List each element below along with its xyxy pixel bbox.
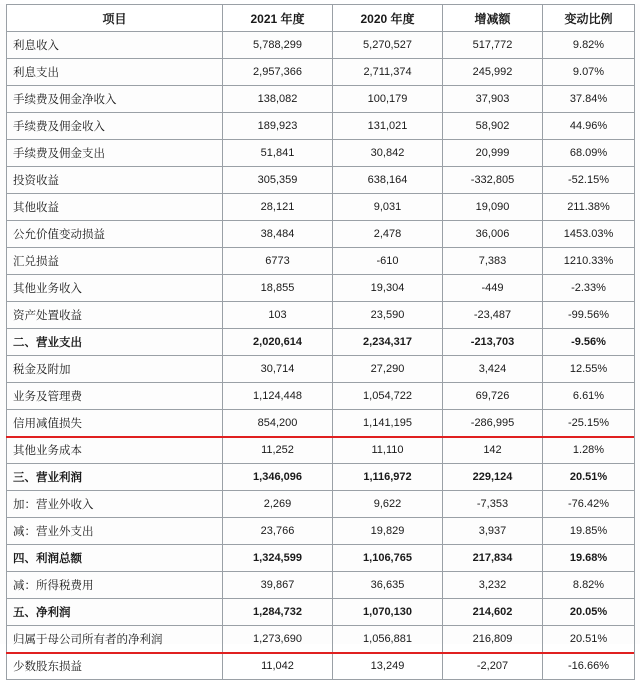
row-cell-y2021: 38,484 (223, 221, 333, 248)
row-cell-ratio: 1.28% (543, 437, 635, 464)
row-cell-y2021: 51,841 (223, 140, 333, 167)
row-cell-y2021: 11,252 (223, 437, 333, 464)
row-cell-ratio: 19.68% (543, 545, 635, 572)
row-label: 税金及附加 (7, 356, 223, 383)
row-cell-ratio: -25.15% (543, 410, 635, 437)
row-cell-y2021: 30,714 (223, 356, 333, 383)
row-label: 二、营业支出 (7, 329, 223, 356)
row-cell-ratio: 8.82% (543, 572, 635, 599)
column-header-change-ratio: 变动比例 (543, 5, 635, 32)
row-cell-y2020: 11,110 (333, 437, 443, 464)
row-cell-y2020: 9,031 (333, 194, 443, 221)
row-cell-delta: -2,207 (443, 653, 543, 680)
row-cell-ratio: 1210.33% (543, 248, 635, 275)
table-row (7, 356, 635, 383)
column-header-year-2021: 2021 年度 (223, 5, 333, 32)
row-cell-delta: 37,903 (443, 86, 543, 113)
row-cell-ratio: -16.66% (543, 653, 635, 680)
row-label: 其他收益 (7, 194, 223, 221)
row-cell-delta: 20,999 (443, 140, 543, 167)
row-label: 公允价值变动损益 (7, 221, 223, 248)
income-statement-table (6, 4, 635, 680)
row-cell-y2021: 2,020,614 (223, 329, 333, 356)
table-row (7, 545, 635, 572)
row-cell-y2020: 5,270,527 (333, 32, 443, 59)
row-cell-delta: -23,487 (443, 302, 543, 329)
table-row (7, 437, 635, 464)
row-label: 利息收入 (7, 32, 223, 59)
row-cell-y2021: 2,269 (223, 491, 333, 518)
row-cell-y2020: 27,290 (333, 356, 443, 383)
table-row (7, 491, 635, 518)
table-row (7, 410, 635, 437)
financial-statement-page (0, 4, 640, 673)
table-header-row (7, 5, 635, 32)
table-row (7, 32, 635, 59)
row-cell-y2020: 13,249 (333, 653, 443, 680)
row-label: 信用减值损失 (7, 410, 223, 437)
row-label: 手续费及佣金收入 (7, 113, 223, 140)
table-row (7, 383, 635, 410)
row-cell-ratio: 6.61% (543, 383, 635, 410)
row-label: 加：营业外收入 (7, 491, 223, 518)
row-cell-ratio: 1453.03% (543, 221, 635, 248)
row-cell-y2021: 1,273,690 (223, 626, 333, 653)
row-cell-delta: 3,937 (443, 518, 543, 545)
row-cell-y2020: -610 (333, 248, 443, 275)
row-cell-ratio: 68.09% (543, 140, 635, 167)
row-cell-y2021: 1,324,599 (223, 545, 333, 572)
row-cell-y2021: 1,346,096 (223, 464, 333, 491)
row-cell-delta: 517,772 (443, 32, 543, 59)
row-cell-y2020: 19,304 (333, 275, 443, 302)
row-cell-delta: -286,995 (443, 410, 543, 437)
table-row (7, 59, 635, 86)
row-cell-y2020: 1,106,765 (333, 545, 443, 572)
row-cell-ratio: 12.55% (543, 356, 635, 383)
row-cell-ratio: -76.42% (543, 491, 635, 518)
row-cell-ratio: 20.51% (543, 626, 635, 653)
row-label: 投资收益 (7, 167, 223, 194)
row-cell-delta: 19,090 (443, 194, 543, 221)
table-row (7, 194, 635, 221)
row-label: 资产处置收益 (7, 302, 223, 329)
table-row (7, 167, 635, 194)
row-cell-ratio: 9.07% (543, 59, 635, 86)
column-header-item: 项目 (7, 5, 223, 32)
table-row (7, 572, 635, 599)
table-row (7, 275, 635, 302)
row-cell-y2020: 1,141,195 (333, 410, 443, 437)
row-cell-y2020: 19,829 (333, 518, 443, 545)
row-cell-y2021: 1,124,448 (223, 383, 333, 410)
row-cell-delta: 36,006 (443, 221, 543, 248)
table-row (7, 221, 635, 248)
table-row (7, 302, 635, 329)
row-cell-delta: 216,809 (443, 626, 543, 653)
column-header-change-amount: 增减额 (443, 5, 543, 32)
row-cell-y2021: 103 (223, 302, 333, 329)
row-cell-ratio: -99.56% (543, 302, 635, 329)
row-cell-y2021: 39,867 (223, 572, 333, 599)
row-cell-delta: 217,834 (443, 545, 543, 572)
row-cell-delta: 142 (443, 437, 543, 464)
row-cell-delta: 3,232 (443, 572, 543, 599)
row-cell-y2021: 854,200 (223, 410, 333, 437)
row-label: 四、利润总额 (7, 545, 223, 572)
row-cell-y2021: 1,284,732 (223, 599, 333, 626)
row-label: 减：营业外支出 (7, 518, 223, 545)
row-label: 手续费及佣金净收入 (7, 86, 223, 113)
row-cell-y2021: 138,082 (223, 86, 333, 113)
row-cell-ratio: 20.51% (543, 464, 635, 491)
row-cell-ratio: 9.82% (543, 32, 635, 59)
row-label: 手续费及佣金支出 (7, 140, 223, 167)
row-label: 三、营业利润 (7, 464, 223, 491)
table-row (7, 248, 635, 275)
table-row (7, 599, 635, 626)
row-cell-y2021: 6773 (223, 248, 333, 275)
row-cell-y2020: 1,054,722 (333, 383, 443, 410)
row-cell-y2021: 23,766 (223, 518, 333, 545)
row-cell-y2020: 36,635 (333, 572, 443, 599)
row-cell-ratio: 44.96% (543, 113, 635, 140)
row-cell-delta: 69,726 (443, 383, 543, 410)
table-row (7, 464, 635, 491)
row-cell-y2020: 23,590 (333, 302, 443, 329)
row-cell-ratio: 211.38% (543, 194, 635, 221)
row-label: 减：所得税费用 (7, 572, 223, 599)
row-cell-ratio: -52.15% (543, 167, 635, 194)
table-row (7, 329, 635, 356)
row-label: 其他业务收入 (7, 275, 223, 302)
row-cell-y2021: 28,121 (223, 194, 333, 221)
row-cell-y2021: 11,042 (223, 653, 333, 680)
row-cell-delta: -332,805 (443, 167, 543, 194)
row-cell-delta: 229,124 (443, 464, 543, 491)
row-label: 少数股东损益 (7, 653, 223, 680)
row-label: 利息支出 (7, 59, 223, 86)
row-cell-y2021: 2,957,366 (223, 59, 333, 86)
row-cell-y2021: 305,359 (223, 167, 333, 194)
table-row (7, 626, 635, 653)
row-cell-y2021: 5,788,299 (223, 32, 333, 59)
row-label: 汇兑损益 (7, 248, 223, 275)
row-cell-ratio: 37.84% (543, 86, 635, 113)
row-cell-y2020: 1,116,972 (333, 464, 443, 491)
row-cell-delta: 7,383 (443, 248, 543, 275)
row-cell-delta: 245,992 (443, 59, 543, 86)
row-cell-delta: -7,353 (443, 491, 543, 518)
column-header-year-2020: 2020 年度 (333, 5, 443, 32)
row-cell-delta: -213,703 (443, 329, 543, 356)
row-cell-ratio: 20.05% (543, 599, 635, 626)
row-cell-y2020: 1,070,130 (333, 599, 443, 626)
row-cell-y2020: 131,021 (333, 113, 443, 140)
row-cell-delta: 214,602 (443, 599, 543, 626)
row-cell-y2020: 9,622 (333, 491, 443, 518)
row-cell-y2020: 100,179 (333, 86, 443, 113)
row-cell-delta: -449 (443, 275, 543, 302)
row-cell-delta: 58,902 (443, 113, 543, 140)
table-row (7, 140, 635, 167)
row-cell-y2020: 30,842 (333, 140, 443, 167)
row-cell-y2020: 2,711,374 (333, 59, 443, 86)
row-cell-delta: 3,424 (443, 356, 543, 383)
row-cell-y2020: 638,164 (333, 167, 443, 194)
table-header (7, 5, 635, 32)
table-row (7, 653, 635, 680)
table-row (7, 518, 635, 545)
row-cell-y2020: 2,234,317 (333, 329, 443, 356)
row-label: 业务及管理费 (7, 383, 223, 410)
row-cell-y2021: 189,923 (223, 113, 333, 140)
table-row (7, 113, 635, 140)
row-cell-y2020: 1,056,881 (333, 626, 443, 653)
row-cell-ratio: 19.85% (543, 518, 635, 545)
row-label: 其他业务成本 (7, 437, 223, 464)
table-row (7, 86, 635, 113)
row-cell-ratio: -9.56% (543, 329, 635, 356)
row-cell-ratio: -2.33% (543, 275, 635, 302)
row-label: 五、净利润 (7, 599, 223, 626)
row-label: 归属于母公司所有者的净利润 (7, 626, 223, 653)
table-body (7, 32, 635, 680)
row-cell-y2020: 2,478 (333, 221, 443, 248)
row-cell-y2021: 18,855 (223, 275, 333, 302)
